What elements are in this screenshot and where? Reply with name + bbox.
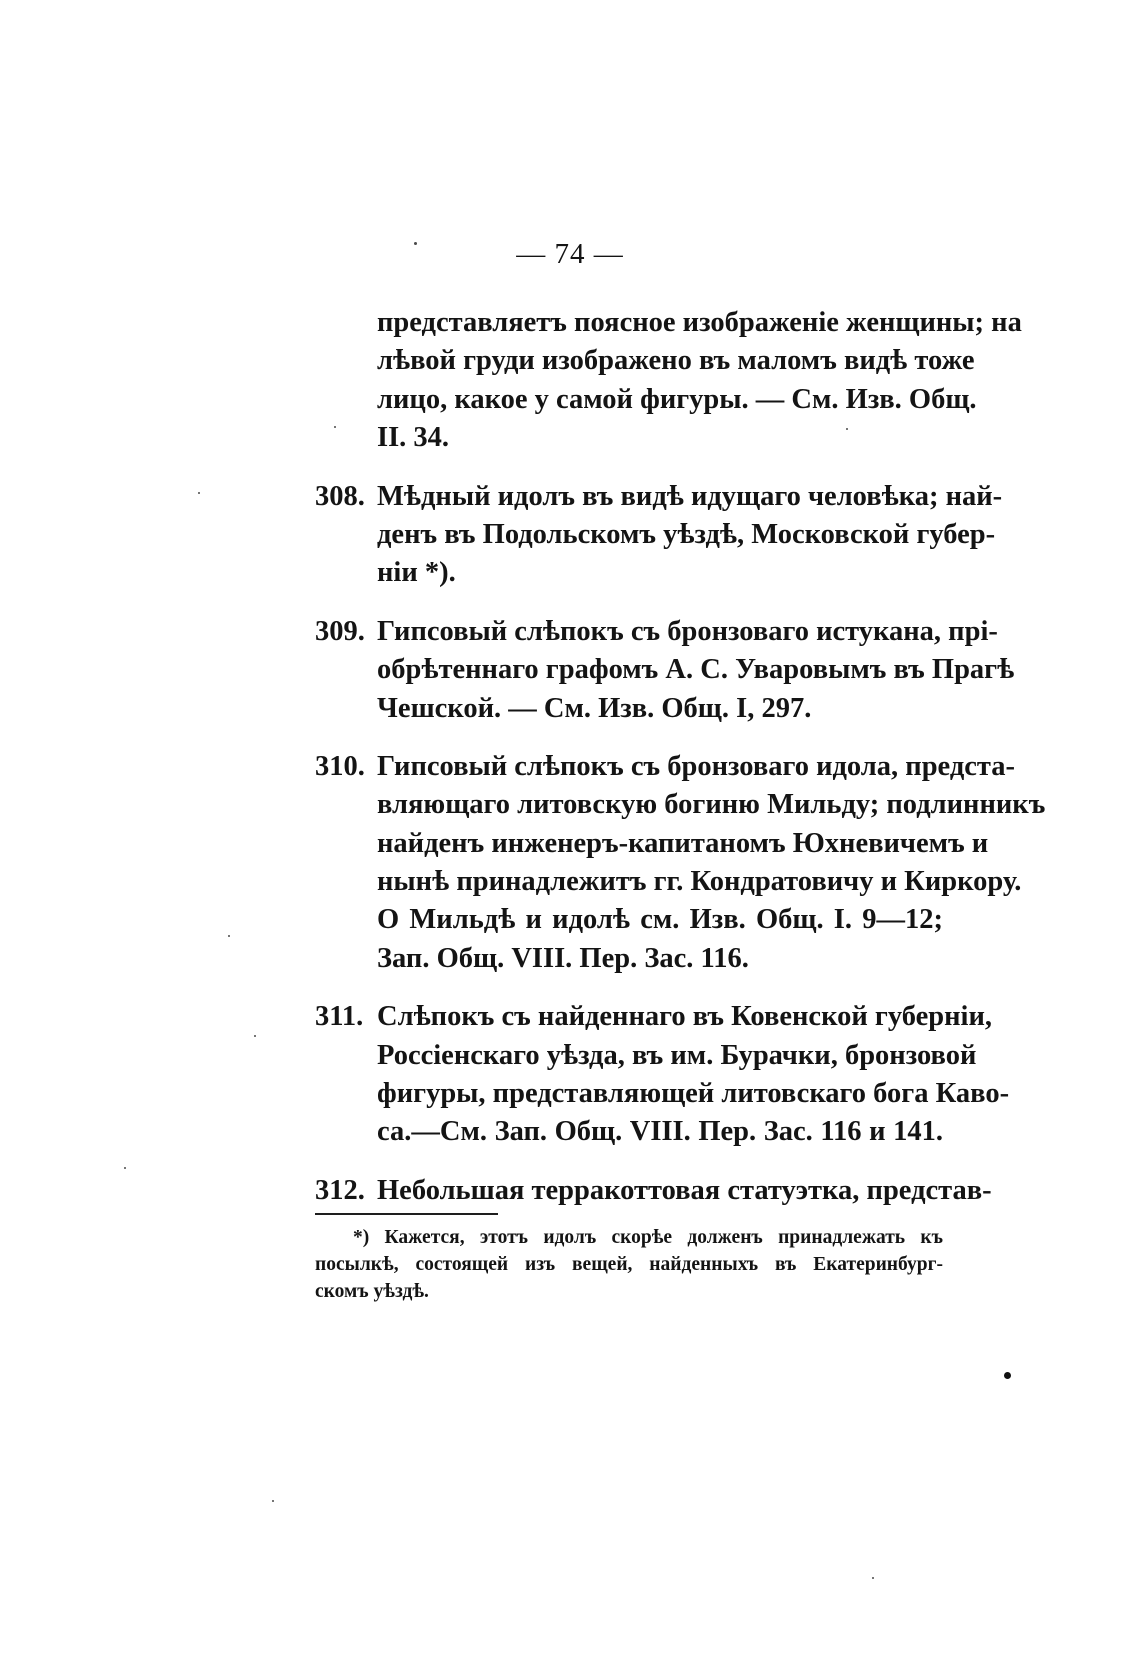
entry-number: 309. bbox=[315, 615, 365, 647]
catalog-entry-310 bbox=[315, 748, 1046, 978]
text-line: Мѣдный идолъ въ видѣ идущаго человѣка; най- bbox=[377, 480, 1003, 512]
text-line: лицо, какое у самой фигуры. — См. Изв. Общ. bbox=[377, 383, 977, 415]
scan-speck bbox=[334, 426, 336, 428]
text-line: Россіенскаго уѣзда, въ им. Бурачки, бронзовой bbox=[377, 1039, 977, 1071]
text-line: Слѣпокъ съ найденнаго въ Ковенской губерніи, bbox=[377, 1001, 992, 1033]
scan-speck bbox=[1004, 1372, 1011, 1379]
text-line: са.—См. Зап. Общ. VIII. Пер. Зас. 116 и 141. bbox=[377, 1116, 943, 1148]
page-body bbox=[315, 304, 1046, 1210]
footnote-line: посылкѣ, состоящей изъ вещей, найденныхъ въ Екатеринбург- bbox=[315, 1254, 943, 1275]
continuation-paragraph bbox=[315, 304, 1022, 458]
scan-speck bbox=[414, 242, 417, 245]
scan-speck bbox=[228, 935, 230, 937]
text-line: Гипсовый слѣпокъ съ бронзоваго истукана, прі- bbox=[377, 615, 998, 647]
footnote-line: скомъ уѣздѣ. bbox=[315, 1281, 429, 1302]
catalog-entry-309 bbox=[315, 613, 1015, 728]
catalog-entry-308 bbox=[315, 478, 1003, 593]
scan-speck bbox=[254, 1035, 256, 1037]
text-line: представляетъ поясное изображеніе женщины; на bbox=[377, 307, 1022, 338]
text-line: найденъ инженеръ-капитаномъ Юхневичемъ и bbox=[377, 827, 989, 859]
text-line: О Мильдѣ и идолѣ см. Изв. Общ. I. 9—12; bbox=[377, 904, 943, 936]
scan-speck bbox=[872, 1577, 874, 1579]
text-line: Небольшая терракоттовая статуэтка, представ- bbox=[377, 1174, 992, 1206]
catalog-entry-312 bbox=[315, 1172, 992, 1210]
text-line: Зап. Общ. VIII. Пер. Зас. 116. bbox=[377, 942, 749, 974]
text-line: обрѣтеннаго графомъ А. С. Уваровымъ въ Прагѣ bbox=[377, 654, 1015, 686]
scan-speck bbox=[198, 492, 200, 494]
entry-number: 310. bbox=[315, 750, 365, 782]
text-line: II. 34. bbox=[377, 422, 450, 454]
entry-number: 312. bbox=[315, 1174, 365, 1206]
scan-speck bbox=[124, 1167, 126, 1169]
entry-number: 311. bbox=[315, 1001, 364, 1033]
page-number: — 74 — bbox=[516, 238, 624, 270]
text-line: Чешской. — См. Изв. Общ. I, 297. bbox=[377, 692, 812, 724]
scan-speck bbox=[272, 1500, 274, 1502]
text-line: вляющаго литовскую богиню Мильду; подлинникъ bbox=[377, 789, 1046, 821]
entry-number: 308. bbox=[315, 480, 365, 512]
text-line: Гипсовый слѣпокъ съ бронзоваго идола, предста- bbox=[377, 750, 1015, 782]
scan-speck bbox=[846, 428, 848, 430]
catalog-entry-311 bbox=[315, 998, 1010, 1152]
footnote-line: *) Кажется, этотъ идолъ скорѣе долженъ принадлежать къ bbox=[353, 1227, 943, 1248]
footnote bbox=[315, 1224, 943, 1305]
text-line: лѣвой груди изображено въ маломъ видѣ тоже bbox=[377, 345, 975, 377]
text-line: фигуры, представляющей литовскаго бога Каво- bbox=[377, 1078, 1010, 1110]
text-line: денъ въ Подольскомъ уѣздѣ, Московской губер- bbox=[377, 518, 996, 550]
footnote-divider bbox=[315, 1213, 498, 1215]
text-line: ніи *). bbox=[377, 557, 456, 589]
text-line: нынѣ принадлежитъ гг. Кондратовичу и Киркору. bbox=[377, 866, 1022, 898]
